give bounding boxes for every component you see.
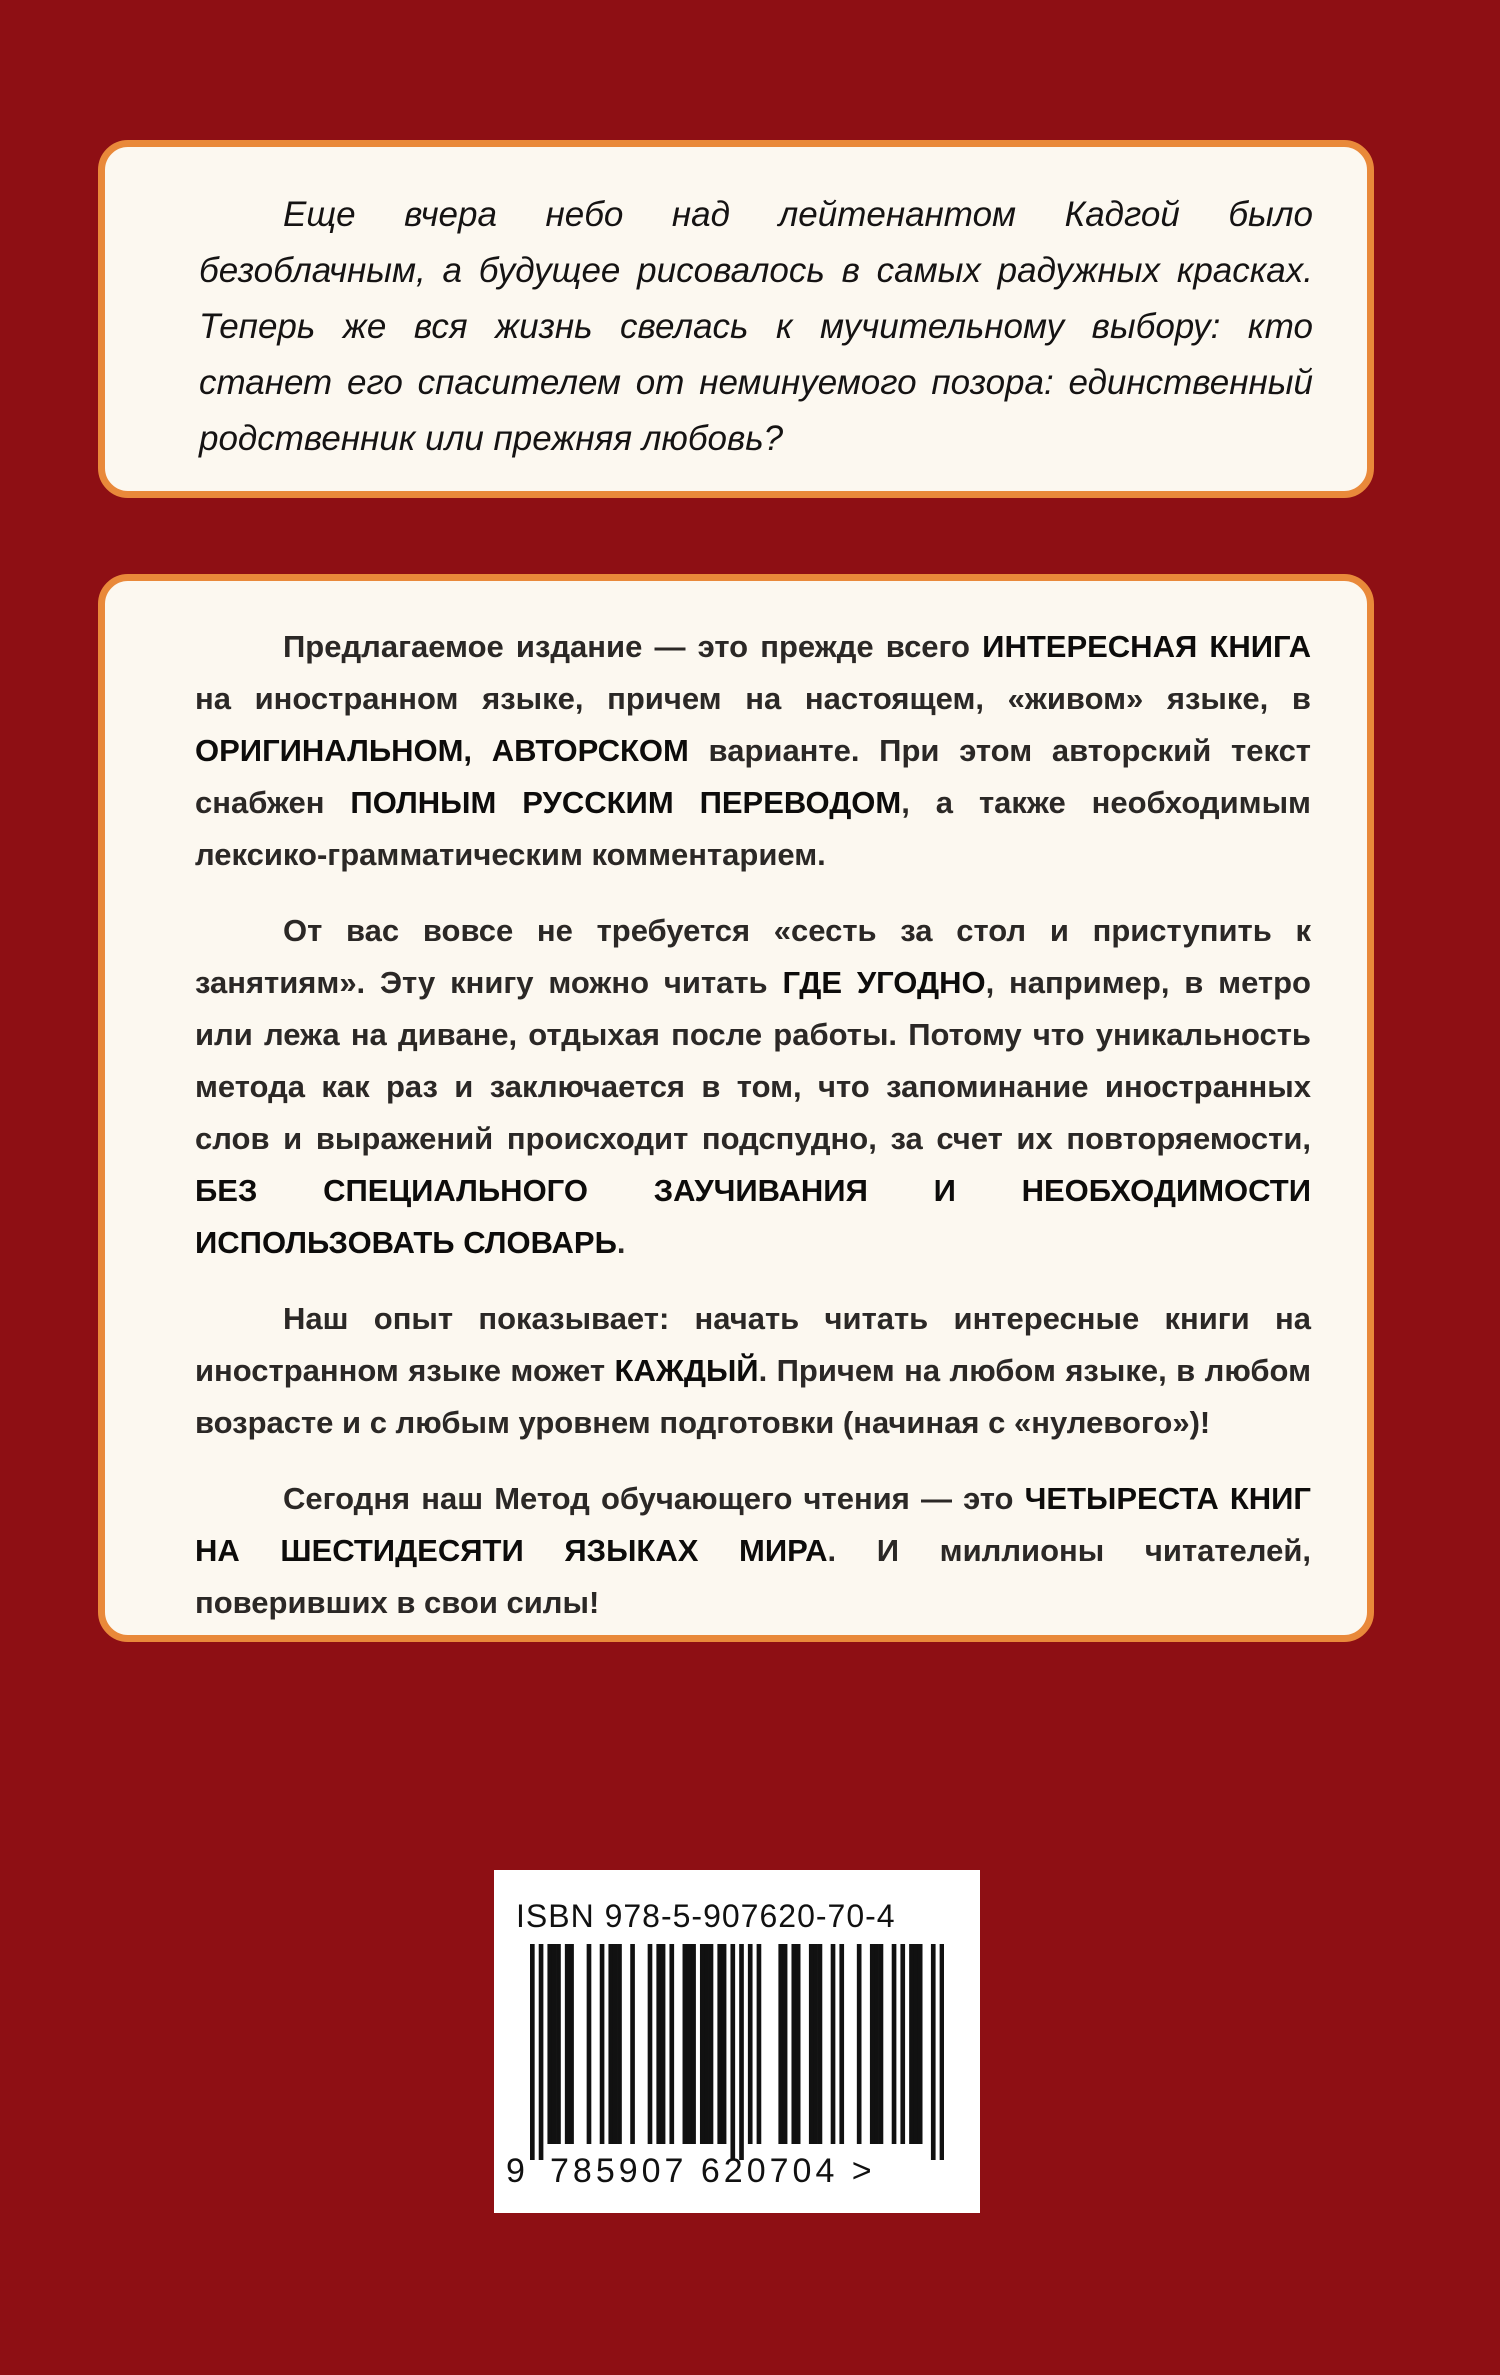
barcode-bar xyxy=(739,1944,744,2160)
barcode-bar xyxy=(931,1944,936,2160)
emphasis-text: ОРИГИНАЛЬНОМ, АВТОРСКОМ xyxy=(195,733,689,768)
barcode-bar xyxy=(600,1944,605,2144)
barcode-bar xyxy=(669,1944,674,2144)
barcode-bar xyxy=(870,1944,875,2144)
barcode-bar xyxy=(730,1944,735,2160)
ean-first-digit: 9 xyxy=(506,2152,525,2190)
paragraph-text: Предлагаемое издание — это прежде всего xyxy=(283,629,983,664)
barcode-bar xyxy=(748,1944,753,2144)
barcode-bar xyxy=(796,1944,801,2144)
barcode-bar xyxy=(900,1944,905,2144)
description-paragraph xyxy=(195,905,1311,1269)
barcode-bar xyxy=(839,1944,844,2144)
barcode-bar xyxy=(661,1944,666,2144)
barcode-bar xyxy=(530,1944,535,2160)
paragraph-text: От вас вовсе не требуется «сесть за стол и приступить к занятиям». Эту книгу можно читать xyxy=(195,913,1311,1000)
barcode-bar xyxy=(909,1944,914,2144)
barcode-bar xyxy=(556,1944,561,2144)
barcode-bar xyxy=(778,1944,783,2144)
barcode-bar xyxy=(539,1944,544,2160)
series-description-text xyxy=(195,621,1311,1629)
barcode-bar xyxy=(813,1944,818,2144)
paragraph-text: . Причем на любом языке, в любом возрасте и с любым уровнем подготовки (начиная с «нулевого»)! xyxy=(195,1353,1311,1440)
barcode-bar xyxy=(587,1944,592,2144)
emphasis-text: БЕЗ СПЕЦИАЛЬНОГО ЗАУЧИВАНИЯ И НЕОБХОДИМОСТИ ИСПОЛЬЗОВАТЬ СЛОВАРЬ xyxy=(195,1173,1311,1260)
barcode-bar xyxy=(918,1944,923,2144)
paragraph-text: . И миллионы читателей, поверивших в свои силы! xyxy=(195,1533,1311,1620)
barcode-block xyxy=(494,1870,980,2213)
barcode-bar xyxy=(722,1944,727,2144)
emphasis-text: КАЖДЫЙ xyxy=(614,1353,759,1388)
barcode-bar xyxy=(709,1944,714,2144)
barcode-bar xyxy=(809,1944,814,2144)
barcode-bar xyxy=(717,1944,722,2144)
barcode-bar xyxy=(617,1944,622,2144)
ean13-barcode xyxy=(530,1944,944,2160)
barcode-bar xyxy=(630,1944,635,2144)
description-paragraph xyxy=(195,1473,1311,1629)
emphasis-text: ЧЕТЫРЕСТА КНИГ НА ШЕСТИДЕСЯТИ ЯЗЫКАХ МИРА xyxy=(195,1481,1311,1568)
barcode-bar xyxy=(818,1944,823,2144)
barcode-bar xyxy=(613,1944,618,2144)
barcode-bar xyxy=(687,1944,692,2144)
barcode-bar xyxy=(857,1944,862,2144)
isbn-label: ISBN 978-5-907620-70-4 xyxy=(516,1898,896,1934)
barcode-bar xyxy=(783,1944,788,2144)
paragraph-text: Сегодня наш Метод обучающего чтения — это xyxy=(283,1481,1025,1516)
barcode-bar xyxy=(565,1944,570,2144)
annotation-text: Еще вчера небо над лейтенантом Кадгой было безоблачным, а будущее рисовалось в самых радужных красках. Теперь же вся жизнь свелась к мучительному выбору: кто станет его спасителем от неминуемого позора: единственный родственник или прежняя любовь? xyxy=(199,195,1313,458)
barcode-bar xyxy=(831,1944,836,2144)
barcode-bar xyxy=(691,1944,696,2144)
series-description-panel xyxy=(98,574,1374,1642)
ean-digits: 785907 620704 > xyxy=(550,2152,876,2190)
barcode-bar xyxy=(940,1944,944,2160)
barcode-bar xyxy=(879,1944,884,2144)
barcode-bar xyxy=(757,1944,762,2144)
barcode-bar xyxy=(892,1944,897,2144)
paragraph-text: Наш опыт показывает: начать читать интересные книги на иностранном языке может xyxy=(195,1301,1311,1388)
paragraph-text: на иностранном языке, причем на настоящем, «живом» языке, в xyxy=(195,681,1311,716)
barcode-bar xyxy=(913,1944,918,2144)
description-paragraph xyxy=(195,621,1311,881)
barcode-bar xyxy=(874,1944,879,2144)
emphasis-text: ГДЕ УГОДНО xyxy=(782,965,986,1000)
paragraph-text: , а также необходимым лексико-грамматическим комментарием. xyxy=(195,785,1311,872)
barcode-bar xyxy=(648,1944,653,2144)
barcode-bar xyxy=(608,1944,613,2144)
paragraph-text: . xyxy=(616,1225,626,1260)
annotation-panel xyxy=(98,140,1374,498)
barcode-bar xyxy=(791,1944,796,2144)
barcode-bar xyxy=(547,1944,552,2144)
barcode-bar xyxy=(704,1944,709,2144)
paragraph-text: варианте. При этом авторский текст снабжен xyxy=(195,733,1311,820)
barcode-bar xyxy=(700,1944,705,2144)
emphasis-text: ИНТЕРЕСНАЯ КНИГА xyxy=(982,629,1311,664)
barcode-bar xyxy=(552,1944,557,2144)
barcode-bar xyxy=(683,1944,688,2144)
description-paragraph xyxy=(195,1293,1311,1449)
barcode-bar xyxy=(569,1944,574,2144)
emphasis-text: ПОЛНЫМ РУССКИМ ПЕРЕВОДОМ xyxy=(350,785,902,820)
barcode-bar xyxy=(656,1944,661,2144)
paragraph-text: , например, в метро или лежа на диване, отдыхая после работы. Потому что уникальность метода как раз и заключается в том, что запоминание иностранных слов и выражений происходит подспудно, за счет их повторяемости, xyxy=(195,965,1311,1156)
